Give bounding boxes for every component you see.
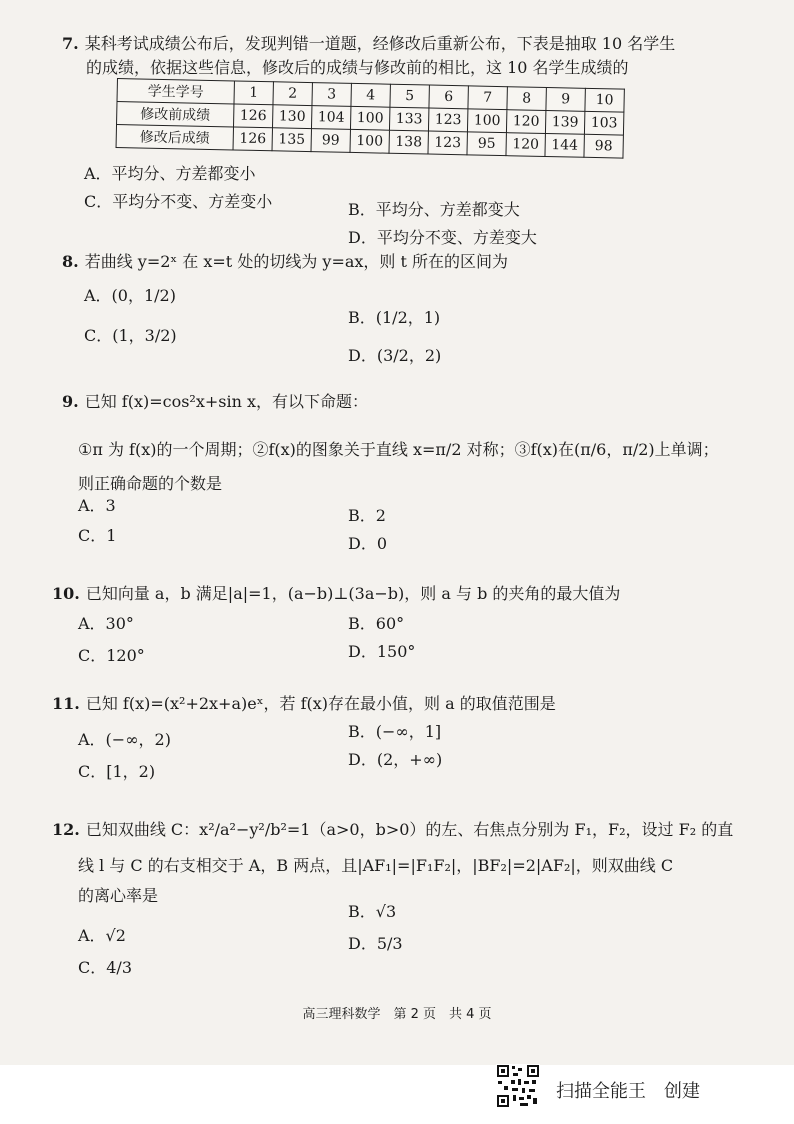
q7-option-a: A．平均分、方差都变小 (84, 164, 256, 183)
table-cell: 126 (234, 104, 273, 128)
table-cell: 3 (312, 83, 351, 107)
q10-option-b: B．60° (348, 614, 405, 633)
table-cell: 139 (545, 110, 584, 134)
q7-option-d: D．平均分不变、方差变大 (348, 228, 537, 247)
q9-propositions: ①π 为 f(x)的一个周期；②f(x)的图象关于直线 x=π/2 对称；③f(x)在(π/6，π/2)上单调； (78, 440, 719, 459)
q10-option-c: C．120° (78, 646, 145, 665)
table-cell: 9 (546, 87, 585, 111)
q7-line1 (62, 34, 675, 54)
q8-option-b: B．(1/2，1) (348, 308, 441, 327)
table-cell: 126 (233, 127, 272, 151)
q12-option-c: C．4/3 (78, 958, 132, 977)
q11-option-d: D．(2，+∞) (348, 750, 443, 769)
q9-line1 (62, 392, 368, 412)
q12-stem-line2: 线 l 与 C 的右支相交于 A，B 两点，且|AF₁|=|F₁F₂|，|BF₂|=2|AF₂|，则双曲线 C (78, 856, 674, 875)
q8-option-a: A．(0，1/2) (84, 286, 176, 305)
q9-option-d: D．0 (348, 534, 388, 553)
table-cell: 1 (234, 81, 273, 105)
table-cell: 5 (390, 84, 429, 108)
q7-option-c: C．平均分不变、方差变小 (84, 192, 273, 211)
table-cell: 123 (428, 131, 467, 155)
table-cell: 103 (584, 111, 623, 135)
q7-number: 7. (62, 34, 79, 53)
table-cell: 4 (351, 83, 390, 107)
table-cell: 2 (273, 82, 312, 106)
table-cell: 135 (272, 128, 311, 152)
q7-stem-line1: 某科考试成绩公布后，发现判错一道题，经修改后重新公布，下表是抽取 10 名学生 (84, 34, 676, 53)
table-cell: 138 (389, 130, 428, 154)
q12-option-a: A．√2 (78, 926, 126, 945)
q7-stem-line2: 的成绩，依据这些信息，修改后的成绩与修改前的相比，这 10 名学生成绩的 (86, 58, 629, 77)
q11-number: 11. (52, 694, 80, 713)
q12-number: 12. (52, 820, 80, 839)
q11-line (52, 694, 556, 714)
q12-option-d: D．5/3 (348, 934, 403, 953)
q11-stem: 已知 f(x)=(x²+2x+a)eˣ，若 f(x)存在最小值，则 a 的取值范围是 (85, 694, 556, 713)
q12-option-b: B．√3 (348, 902, 397, 921)
table-cell: 130 (272, 105, 311, 129)
q9-number: 9. (62, 392, 79, 411)
table-cell: 120 (506, 133, 545, 157)
score-table (116, 78, 625, 159)
table-cell: 7 (468, 86, 507, 110)
q11-option-a: A．(−∞，2) (78, 730, 171, 749)
table-cell: 6 (429, 85, 468, 109)
table-cell: 133 (389, 107, 428, 131)
table-cell: 123 (428, 108, 467, 132)
table-cell: 98 (584, 134, 623, 158)
q7-option-b: B．平均分、方差都变大 (348, 200, 520, 219)
q12-line1 (52, 820, 733, 840)
q11-option-c: C．[1，2) (78, 762, 156, 781)
q8-number: 8. (62, 252, 79, 271)
q12-stem-line3: 的离心率是 (78, 886, 159, 905)
table-cell: 100 (467, 109, 506, 133)
scanner-watermark-label: 扫描全能王 创建 (556, 1081, 700, 1102)
table-cell: 100 (350, 106, 389, 130)
table-cell: 104 (311, 106, 350, 130)
q8-option-c: C．(1，3/2) (84, 326, 177, 345)
table-header-cell: 学生学号 (117, 79, 234, 104)
page-footer: 高三理科数学 第 2 页 共 4 页 (302, 1007, 492, 1022)
q10-stem: 已知向量 a，b 满足|a|=1，(a−b)⊥(3a−b)，则 a 与 b 的夹角的最大值为 (85, 584, 621, 603)
q9-stem: 已知 f(x)=cos²x+sin x，有以下命题： (84, 392, 369, 411)
q11-option-b: B．(−∞，1] (348, 722, 442, 741)
q9-option-b: B．2 (348, 506, 386, 525)
q10-option-d: D．150° (348, 642, 416, 661)
q10-line (52, 584, 620, 604)
table-cell: 10 (585, 88, 624, 112)
table-cell: 144 (545, 133, 584, 157)
table-cell: 120 (506, 110, 545, 134)
q9-option-c: C．1 (78, 526, 117, 545)
table-cell: 99 (311, 129, 350, 153)
table-cell: 95 (467, 132, 506, 156)
q8-line (62, 252, 508, 272)
qr-code-icon (496, 1064, 540, 1108)
q9-option-a: A．3 (78, 496, 116, 515)
q12-stem-line1: 已知双曲线 C：x²/a²−y²/b²=1（a>0，b>0）的左、右焦点分别为 F₁，F₂，设过 F₂ 的直 (85, 820, 734, 839)
table-header-cell: 修改后成绩 (116, 125, 233, 150)
q10-option-a: A．30° (78, 614, 134, 633)
q8-option-d: D．(3/2，2) (348, 346, 442, 365)
table-cell: 100 (350, 129, 389, 153)
q10-number: 10. (52, 584, 80, 603)
q9-ask: 则正确命题的个数是 (78, 474, 223, 493)
table-cell: 8 (507, 87, 546, 111)
q8-stem: 若曲线 y=2ˣ 在 x=t 处的切线为 y=ax，则 t 所在的区间为 (84, 252, 509, 271)
table-header-cell: 修改前成绩 (117, 102, 234, 127)
